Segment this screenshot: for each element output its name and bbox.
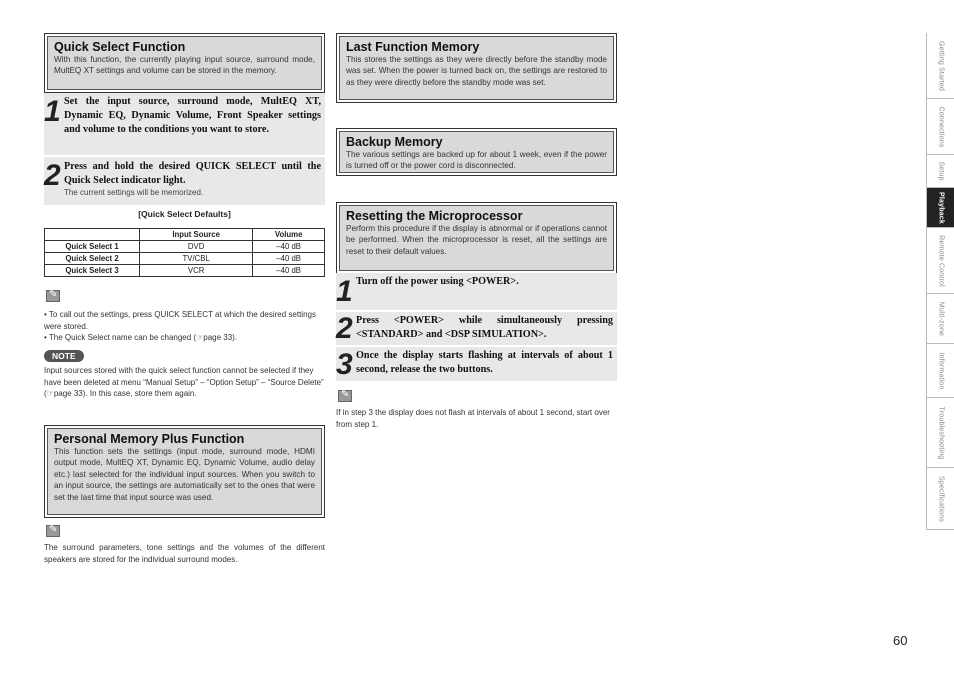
tab-label: Connections xyxy=(937,105,944,148)
reset-step-2 xyxy=(336,312,617,345)
quick-select-step-1 xyxy=(44,93,325,155)
table-cell: –40 dB xyxy=(253,253,325,265)
quick-select-note: Input sources stored with the quick select function cannot be selected if they have been deleted at menu “Manual Setup” – “Option Setup” – “Source Delete” (☞page 33). In this case, store them again. xyxy=(44,366,324,398)
tab-label: Setup xyxy=(937,161,944,181)
personal-memory-body: This function sets the settings (input mode, surround mode, HDMI output mode, MultEQ XT, Dynamic EQ, Dynamic Volume, audio delay etc.) last selected for the individual input sources. When you switch to an input source, the settings are automatically set to the ones that were set the last time that input source was used. xyxy=(54,447,315,502)
side-tab-playback[interactable] xyxy=(926,188,954,228)
side-tab-troubleshooting[interactable] xyxy=(926,398,954,468)
quick-select-box xyxy=(44,33,325,93)
step-number: 1 xyxy=(44,95,61,128)
note-badge: NOTE xyxy=(44,350,84,362)
tab-label: Getting Started xyxy=(937,40,944,91)
table-cell: DVD xyxy=(140,241,253,253)
side-tab-specifications[interactable] xyxy=(926,468,954,530)
side-tab-multi-zone[interactable] xyxy=(926,294,954,344)
table-cell: Quick Select 1 xyxy=(45,241,140,253)
reset-step-3 xyxy=(336,347,617,381)
personal-memory-box xyxy=(44,425,325,518)
table-row xyxy=(45,265,325,277)
pencil-icon xyxy=(46,290,60,302)
quick-select-defaults-table xyxy=(44,228,325,277)
page-number: 60 xyxy=(893,633,908,648)
table-cell: Quick Select 2 xyxy=(45,253,140,265)
table-cell: VCR xyxy=(140,265,253,277)
step-text: Press <POWER> while simultaneously pressing <STANDARD> and <DSP SIMULATION>. xyxy=(356,315,613,340)
table-row xyxy=(45,253,325,265)
personal-memory-title: Personal Memory Plus Function xyxy=(54,432,245,446)
quick-select-body: With this function, the currently playing input source, surround mode, MultEQ XT settings and volume can be stored in the memory. xyxy=(54,55,315,76)
table-header: Input Source xyxy=(140,229,253,241)
bullet-text: To call out the settings, press QUICK SELECT at which the desired settings were stored. xyxy=(44,310,316,331)
table-header: Volume xyxy=(253,229,325,241)
last-function-body: This stores the settings as they were directly before the standby mode was set. When the power is turned back on, the settings are restored to as they were directly before the standby mode was set. xyxy=(346,55,607,87)
reset-title: Resetting the Microprocessor xyxy=(346,209,523,223)
pencil-icon xyxy=(46,525,60,537)
backup-memory-box xyxy=(336,128,617,176)
side-tab-connections[interactable] xyxy=(926,99,954,155)
tab-label: Playback xyxy=(937,191,944,224)
tab-label: Multi-zone xyxy=(937,301,944,336)
table-row xyxy=(45,241,325,253)
side-tab-remote-control[interactable] xyxy=(926,228,954,294)
quick-select-defaults-title: [Quick Select Defaults] xyxy=(138,209,231,219)
backup-memory-body: The various settings are backed up for about 1 week, even if the power is turned off or the power cord is disconnected. xyxy=(346,150,607,171)
step-number: 2 xyxy=(336,312,353,345)
step-number: 1 xyxy=(336,275,353,308)
bullet-icon: • xyxy=(44,310,49,319)
side-tab-information[interactable] xyxy=(926,344,954,398)
table-cell: Quick Select 3 xyxy=(45,265,140,277)
backup-memory-title: Backup Memory xyxy=(346,135,443,149)
step-subtext: The current settings will be memorized. xyxy=(64,188,204,197)
table-cell: TV/CBL xyxy=(140,253,253,265)
side-tab-getting-started[interactable] xyxy=(926,33,954,99)
step-number: 3 xyxy=(336,348,353,381)
tab-label: Specifications xyxy=(937,475,944,522)
last-function-title: Last Function Memory xyxy=(346,40,480,54)
last-function-box xyxy=(336,33,617,103)
table-header xyxy=(45,229,140,241)
step-text: Set the input source, surround mode, MultEQ XT, Dynamic EQ, Dynamic Volume, Front Speaker settings and volume to the conditions you want to store. xyxy=(64,96,321,135)
step-text: Press and hold the desired QUICK SELECT until the Quick Select indicator light. xyxy=(64,161,321,186)
step-text: Turn off the power using <POWER>. xyxy=(356,276,519,287)
side-tab-setup[interactable] xyxy=(926,155,954,188)
step-text: Once the display starts flashing at intervals of about 1 second, release the two buttons. xyxy=(356,350,613,375)
quick-select-bullet-2 xyxy=(44,332,325,344)
reset-step-1 xyxy=(336,273,617,310)
reset-body: Perform this procedure if the display is abnormal or if operations cannot be performed. When the microprocessor is reset, all the settings are reset to their default values. xyxy=(346,224,607,256)
table-cell: –40 dB xyxy=(253,241,325,253)
tab-label: Information xyxy=(937,351,944,390)
bullet-icon: • xyxy=(44,333,49,342)
tab-label: Remote Control xyxy=(937,234,944,287)
pencil-icon xyxy=(338,390,352,402)
quick-select-title: Quick Select Function xyxy=(54,40,186,54)
personal-memory-note: The surround parameters, tone settings and the volumes of the different speakers are stored for the individual surround modes. xyxy=(44,543,325,564)
reset-note: If in step 3 the display does not flash at intervals of about 1 second, start over from step 1. xyxy=(336,408,610,429)
bullet-text: The Quick Select name can be changed (☞page 33). xyxy=(48,333,238,342)
reset-box xyxy=(336,202,617,274)
table-cell: –40 dB xyxy=(253,265,325,277)
tab-label: Troubleshooting xyxy=(937,406,944,459)
step-number: 2 xyxy=(44,159,61,192)
quick-select-bullet-1 xyxy=(44,309,325,332)
quick-select-step-2 xyxy=(44,157,325,205)
